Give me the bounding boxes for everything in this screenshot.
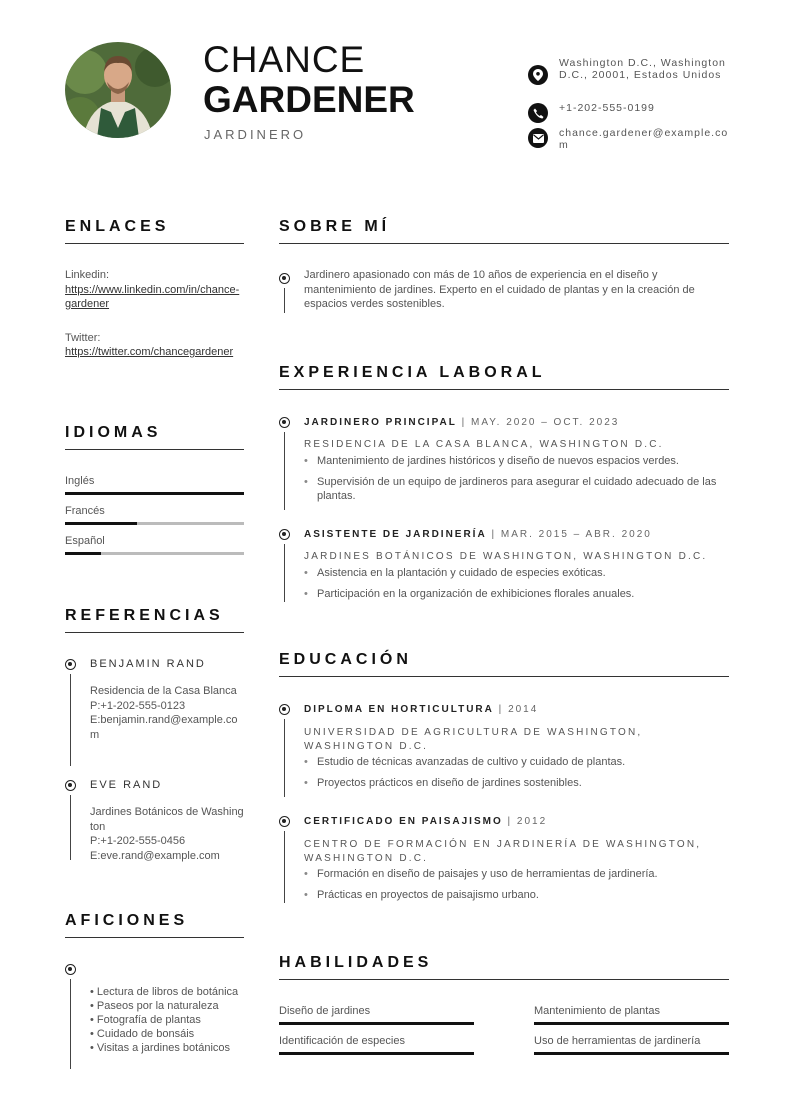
address-text: Washington D.C., Washington D.C., 20001, Estados Unidos xyxy=(559,57,726,81)
hobby-item: • Visitas a jardines botánicos xyxy=(90,1042,231,1054)
education-section-title: EDUCACIÓN xyxy=(279,651,729,677)
reference-org: Jardines Botánicos de Washington xyxy=(90,806,244,833)
education-institution: CENTRO DE FORMACIÓN EN JARDINERÍA DE WASHINGTON, WASHINGTON D.C. xyxy=(304,839,702,864)
reference-name: BENJAMIN RAND xyxy=(90,658,206,670)
separator: | xyxy=(507,816,513,827)
reference-phone: P:+1-202-555-0123 xyxy=(90,699,186,712)
skills-section-title: HABILIDADES xyxy=(279,954,729,980)
timeline-dot xyxy=(279,417,290,428)
language-level-bar xyxy=(65,552,244,555)
timeline-line xyxy=(70,979,71,1069)
reference-details xyxy=(90,805,245,863)
timeline-dot xyxy=(65,659,76,670)
language-label: Francés xyxy=(65,505,105,517)
timeline-dot xyxy=(279,816,290,827)
job-organization: JARDINES BOTÁNICOS DE WASHINGTON, WASHINGTON D.C. xyxy=(304,551,708,562)
twitter-link[interactable]: https://twitter.com/chancegardener xyxy=(65,346,234,358)
language-level-bar xyxy=(65,522,244,525)
contact-phone xyxy=(528,103,738,123)
separator: | xyxy=(491,529,497,540)
education-heading xyxy=(304,704,538,715)
about-section-title: SOBRE MÍ xyxy=(279,218,729,244)
job-bullet: • Participación en la organización de exhibiciones florales anuales. xyxy=(304,587,724,602)
skill-label: Diseño de jardines xyxy=(279,1005,371,1017)
degree-name: CERTIFICADO EN PAISAJISMO xyxy=(304,816,503,827)
envelope-icon xyxy=(528,128,548,148)
skill-bar xyxy=(279,1052,474,1055)
linkedin-link[interactable]: https://www.linkedin.com/in/chance-gardener xyxy=(65,283,240,310)
reference-email: E:eve.rand@example.com xyxy=(90,849,220,862)
job-role: ASISTENTE DE JARDINERÍA xyxy=(304,529,487,540)
language-label: Inglés xyxy=(65,475,95,487)
email-text[interactable]: chance.gardener@example.com xyxy=(559,127,729,151)
hobbies-list xyxy=(90,985,250,1055)
education-institution: UNIVERSIDAD DE AGRICULTURA DE WASHINGTON, WASHINGTON D.C. xyxy=(304,727,643,752)
language-level-fill xyxy=(65,552,101,555)
phone-icon xyxy=(528,103,548,123)
job-bullet: • Asistencia en la plantación y cuidado de especies exóticas. xyxy=(304,566,724,581)
timeline-line xyxy=(284,719,285,797)
timeline-line xyxy=(70,674,71,766)
languages-section-title: IDIOMAS xyxy=(65,424,244,450)
skill-label: Uso de herramientas de jardinería xyxy=(534,1035,701,1047)
references-section-title: REFERENCIAS xyxy=(65,607,244,633)
profile-photo xyxy=(65,42,171,138)
contact-address xyxy=(528,58,738,85)
skill-bar xyxy=(534,1022,729,1025)
job-dates: MAY. 2020 – OCT. 2023 xyxy=(471,417,620,428)
skill-bar xyxy=(534,1052,729,1055)
education-bullets xyxy=(304,755,724,796)
degree-year: 2014 xyxy=(508,704,539,715)
language-level-fill xyxy=(65,492,244,495)
job-bullet: • Mantenimiento de jardines históricos y diseño de nuevos espacios verdes. xyxy=(304,454,724,469)
education-bullet: • Prácticas en proyectos de paisajismo urbano. xyxy=(304,888,724,903)
experience-section-title: EXPERIENCIA LABORAL xyxy=(279,364,729,390)
timeline-line xyxy=(284,288,285,313)
job-bullets xyxy=(304,454,724,510)
job-bullet: • Supervisión de un equipo de jardineros para asegurar el cuidado adecuado de las plantas. xyxy=(304,475,724,504)
separator: | xyxy=(461,417,467,428)
language-level-fill xyxy=(65,522,137,525)
location-pin-icon xyxy=(528,65,548,85)
job-dates: MAR. 2015 – ABR. 2020 xyxy=(500,529,652,540)
skill-label: Mantenimiento de plantas xyxy=(534,1005,660,1017)
links-list xyxy=(65,268,244,360)
skill-bar xyxy=(279,1022,474,1025)
timeline-dot xyxy=(279,273,290,284)
reference-name: EVE RAND xyxy=(90,779,163,791)
job-heading xyxy=(304,417,619,428)
job-title: JARDINERO xyxy=(204,127,307,142)
hobby-item: • Paseos por la naturaleza xyxy=(90,1000,219,1012)
timeline-dot xyxy=(65,964,76,975)
degree-name: DIPLOMA EN HORTICULTURA xyxy=(304,704,494,715)
hobbies-section-title: AFICIONES xyxy=(65,912,244,938)
contact-email xyxy=(528,128,738,151)
language-label: Español xyxy=(65,535,105,547)
reference-email: E:benjamin.rand@example.com xyxy=(90,714,238,741)
timeline-dot xyxy=(279,704,290,715)
job-heading xyxy=(304,529,652,540)
reference-details xyxy=(90,684,245,742)
education-bullet: • Proyectos prácticos en diseño de jardines sostenibles. xyxy=(304,776,724,791)
job-organization: RESIDENCIA DE LA CASA BLANCA, WASHINGTON D.C. xyxy=(304,439,664,450)
phone-text[interactable]: +1-202-555-0199 xyxy=(559,102,655,114)
reference-org: Residencia de la Casa Blanca xyxy=(90,685,237,697)
links-section-title: ENLACES xyxy=(65,218,244,244)
hobby-item: • Cuidado de bonsáis xyxy=(90,1028,195,1040)
timeline-dot xyxy=(65,780,76,791)
linkedin-label: Linkedin: xyxy=(65,269,110,281)
reference-phone: P:+1-202-555-0456 xyxy=(90,835,186,847)
education-bullets xyxy=(304,867,724,908)
degree-year: 2012 xyxy=(516,816,548,827)
timeline-dot xyxy=(279,529,290,540)
about-text: Jardinero apasionado con más de 10 años de experiencia en el diseño y mantenimiento de jardines. Experto en el cuidado de plantas y en la creación de espacios verdes sostenibles. xyxy=(304,269,695,310)
education-heading xyxy=(304,816,547,827)
education-bullet: • Formación en diseño de paisajes y uso de herramientas de jardinería. xyxy=(304,867,724,882)
timeline-line xyxy=(284,432,285,510)
education-bullet: • Estudio de técnicas avanzadas de cultivo y cuidado de plantas. xyxy=(304,755,724,770)
timeline-line xyxy=(70,795,71,860)
last-name: GARDENER xyxy=(203,79,415,120)
separator: | xyxy=(498,704,504,715)
hobby-item: • Lectura de libros de botánica xyxy=(90,986,239,998)
timeline-line xyxy=(284,544,285,602)
language-level-bar xyxy=(65,492,244,495)
job-bullets xyxy=(304,566,724,607)
job-role: JARDINERO PRINCIPAL xyxy=(304,417,457,428)
timeline-line xyxy=(284,831,285,903)
twitter-label: Twitter: xyxy=(65,331,101,344)
skill-label: Identificación de especies xyxy=(279,1035,405,1047)
hobby-item: • Fotografía de plantas xyxy=(90,1014,201,1026)
first-name: CHANCE xyxy=(203,39,366,80)
